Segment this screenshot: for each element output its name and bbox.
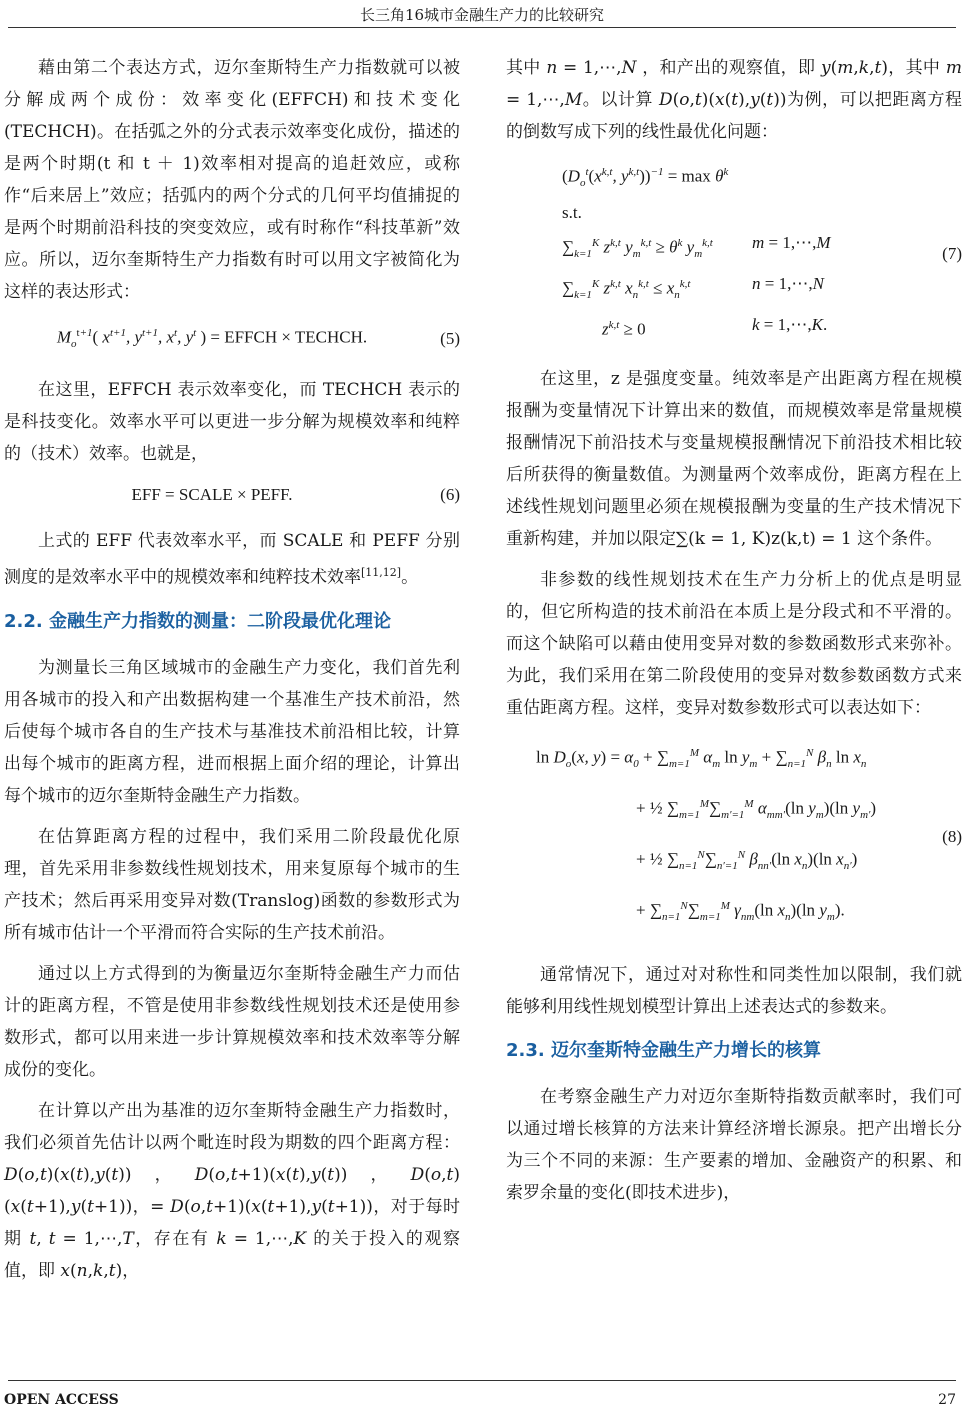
equation-6-number: (6) bbox=[440, 485, 460, 505]
header-rule bbox=[8, 27, 956, 28]
paragraph-distance: 通过以上方式得到的为衡量迈尔奎斯特金融生产力而估计的距离方程，不管是使用非参数线性规划技术还是使用参数形式，都可以用来进一步计算规模效率和技术效率等分解成份的变化。 bbox=[4, 963, 460, 1080]
paragraph-decomposition: 藉由第二个表达方式，迈尔奎斯特生产力指数就可以被分解成两个成份：效率变化(EFFCH)和技术变化(TECHCH)。在括弧之外的分式表示效率变化成份，描述的是两个时期(t 和 t ＋ 1)效率相对提高的追赶效应，或称作“后来居上”效应；括弧内的两个分式的几何平均值捕捉的是两个时期前沿科技的突变效应，或有时称作“科技革新”效应。所以，迈尔奎斯特生产力指数有时可以用文字被简化为这样的表达形式： bbox=[4, 58, 460, 302]
equation-5: $M_o^{t+1}$( $x^{t+1}$, $y^{t+1}$, $x^t$, $y^t$ ) = EFFCH × TECHCH. (5) bbox=[4, 317, 460, 360]
p7-text-c: ，存在有 bbox=[133, 1228, 210, 1249]
equation-7: ($D_o^t(x^{k,t}$, $y^{k,t}))^{-1} = \max \theta^k$ s.t. $\sum_{k=1}^K$ $z^{k,t}$ $y_m^{k,t} \ge \theta^k$ $y_m^{k,t}$ m = 1,⋯,M $\sum_{k=1}^K$ $z^{k,t}$ $x_n^{k,t} \le x_n^{k,t}$ n = 1,⋯,N $z^{k,t} \ge 0$ k = 1,⋯,K. (7) bbox=[562, 166, 962, 339]
paragraph-eff-text: 上式的 EFF 代表效率水平，而 SCALE 和 PEFF 分别测度的是效率水平中的规模效率和纯粹技术效率 bbox=[4, 531, 460, 588]
equation-5-rhs: = EFFCH × TECHCH. bbox=[210, 327, 368, 347]
p8-text-a: 其中 bbox=[506, 58, 541, 78]
citation: [11,12] bbox=[361, 566, 402, 580]
p8-text-b: ，和产出的观察值，即 bbox=[642, 58, 816, 78]
footer-open-access: OPEN ACCESS bbox=[4, 1392, 119, 1408]
equation-8-number: (8) bbox=[942, 826, 962, 846]
paragraph-measure: 为测量长三角区域城市的金融生产力变化，我们首先利用各城市的投入和产出数据构建一个基准生产技术前沿，然后使每个城市各自的生产技术与基准技术前沿相比较，计算出每个城市的距离方程，进而根据上面介绍的理论，计算出每个城市的迈尔奎斯特金融生产力指数。 bbox=[4, 657, 460, 806]
paragraph-nonparametric: 非参数的线性规划技术在生产力分析上的优点是明显的，但它所构造的技术前沿在本质上是分段式和不平滑的。而这个缺陷可以藉由使用变异对数的参数函数形式来弥补。为此，我们采用在第二阶段使用的变异对数参数函数方式来重估距离方程。这样，变异对数参数形式可以表达如下： bbox=[506, 569, 962, 718]
equation-6-body: EFF = SCALE × PEFF. bbox=[131, 485, 293, 505]
equation-6 bbox=[4, 479, 460, 511]
paragraph-four-distance: 在计算以产出为基准的迈尔奎斯特金融生产力指数时，我们必须首先估计以两个毗连时段为期数的四个距离方程： D(o,t)(x(t),y(t))，D(o,t+1)(x(t),y(t))，D(o,t)(x(t+1),y(t+1))，= D(o,t+1)(x(t+1),y(t+1))，对于每时期 t, t = 1,⋯,T，存在有 k = 1,⋯,K 的关于投入的观察值，即 x(n,k,t)， bbox=[4, 1100, 461, 1281]
section-heading-2-2: 2.2. 金融生产力指数的测量：二阶段最优化理论 bbox=[4, 610, 391, 632]
equation-5-number: (5) bbox=[440, 328, 460, 348]
p8-text-d: 。以计算 bbox=[582, 90, 654, 110]
st-label: s.t. bbox=[562, 203, 582, 223]
paragraph-eff-end: 。 bbox=[401, 567, 419, 588]
p7-text-a: 在计算以产出为基准的迈尔奎斯特金融生产力指数时，我们必须首先估计以两个毗连时段为期数的四个距离方程： bbox=[4, 1100, 460, 1153]
paragraph-intensity: 在这里，z 是强度变量。纯效率是产出距离方程在规模报酬为变量情况下计算出来的数值，而规模效率是常量规模报酬情况下前沿技术与变量规模报酬情况下前沿技术相比较后所获得的衡量数值。为测量两个效率成份，距离方程在上述线性规划问题里必须在规模报酬为变量的生产技术情况下重新构建，并加以限定∑(k = 1, K)z(k,t) = 1 这个条件。 bbox=[506, 368, 962, 549]
equation-8: $\ln D_o(x$, $y) = \alpha_0 + \sum_{m=1}^M$ $\alpha_m$ $\ln y_m + \sum_{n=1}^N$ $\beta_n$ $\ln x_n$ + ½ $\sum_{m=1}^M\sum_{m'=1}^M$ $\alpha_{mm'}(\ln$ $y_m)(\ln$ $y_{m'}$) + ½ $\sum_{n=1}^N\sum_{n'=1}^N$ $\beta_{nn'}(\ln$ $x_n)(\ln$ $x_{n'}$) + $\sum_{n=1}^N\sum_{m=1}^M$ $\gamma_{nm}(\ln$ $x_n)(\ln$ $y_m$). (8) bbox=[536, 746, 962, 923]
right-column bbox=[506, 52, 962, 1218]
paragraph-growth-accounting: 在考察金融生产力对迈尔奎斯特指数贡献率时，我们可以通过增长核算的方法来计算经济增长源泉。把产出增长分为三个不同的来源：生产要素的增加、金融资产的积累、和索罗余量的变化(即技术进步)， bbox=[506, 1086, 962, 1203]
p8-text-e: 为例，可以把距离方程的倒数写成下列的线性最优化问题： bbox=[506, 90, 963, 142]
p7-text-b: ，对于每时期 bbox=[4, 1196, 460, 1249]
paragraph-effch: 在这里，EFFCH 表示效率变化，而 TECHCH 表示的是科技变化。效率水平可以更进一步分解为规模效率和纯粹的（技术）效率。也就是， bbox=[4, 380, 460, 465]
equation-7-number: (7) bbox=[942, 244, 962, 263]
running-header: 长三角16城市金融生产力的比较研究 bbox=[359, 6, 605, 24]
paragraph-two-stage: 在估算距离方程的过程中，我们采用二阶段最优化原理，首先采用非参数线性规划技术，用来复原每个城市的生产技术；然后再采用变异对数(Translog)函数的参数形式为所有城市估计一个平滑而符合实际的生产技术前沿。 bbox=[4, 826, 460, 943]
section-heading-2-3: 2.3. 迈尔奎斯特金融生产力增长的核算 bbox=[506, 1039, 821, 1061]
paragraph-eff bbox=[4, 525, 460, 594]
left-column bbox=[4, 52, 460, 1296]
p7-text-d: 的关于投入的观察值，即 bbox=[4, 1228, 461, 1281]
paragraph-observations: 其中 n = 1,⋯,N ，和产出的观察值，即 y(m,k,t)，其中 m = 1,⋯,M。以计算 D(o,t)(x(t),y(t))为例，可以把距离方程的倒数写成下列的线性最优化问题： bbox=[506, 58, 963, 142]
p8-text-c: ，其中 bbox=[887, 58, 941, 78]
page-number: 27 bbox=[938, 1392, 956, 1408]
paragraph-restriction: 通常情况下，通过对对称性和同类性加以限制，我们就能够利用线性规划模型计算出上述表达式的参数来。 bbox=[506, 964, 962, 1017]
footer-rule bbox=[8, 1380, 956, 1381]
